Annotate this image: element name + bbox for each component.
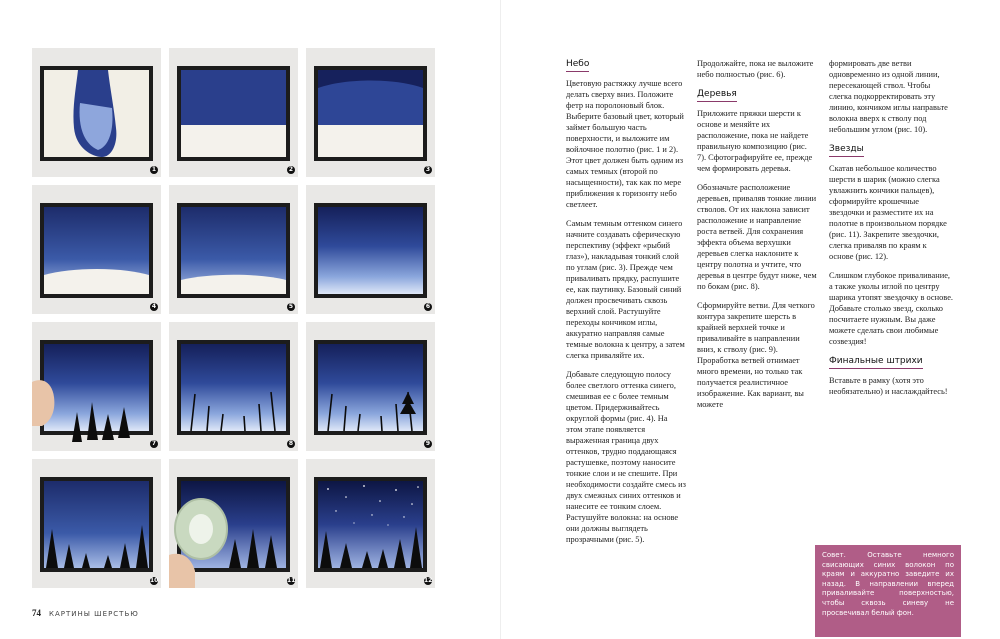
step-photo-7 <box>32 322 161 451</box>
paragraph: формировать две ветви одновременно из одной линии, пересекающей ствол. Чтобы слегка подкорректировать эту линию, кончиком иглы направьте волокна вверх к стволу под небольшим углом (рис. 10). <box>829 59 948 134</box>
paragraph: Добавьте следующую полосу более светлого оттенка синего, смешивая ее с более темным цветом. Придерживайтесь округлой формы (рис. 4). На этом этапе появляется выраженная граница двух оттенков, трудно поддающаяся растушевке, поэтому наносите тонкие слои и не спешите. При необходимости создайте смесь из двух смежных синих оттенков и нанесите ее тонким слоем. Растушуйте волокна: на основе они должны выглядеть прозрачными (рис. 5). <box>566 370 686 544</box>
step-photo-8 <box>169 322 298 451</box>
step-number: 3 <box>425 166 431 173</box>
step-photo-1 <box>32 48 161 177</box>
step-photo-9 <box>306 322 435 451</box>
section-heading-stars: Звезды <box>829 144 864 157</box>
step-number: 8 <box>288 440 294 447</box>
step-number: 10 <box>150 577 159 584</box>
tip-box: Совет. Оставьте немного свисающих синих волокон по краям и аккуратно заведите их назад. В направлении вперед приваливайте поверхностью, чтобы сквозь синеву не просвечивал белый фон. <box>815 545 961 637</box>
step-number: 2 <box>288 166 294 173</box>
step-photo-10 <box>32 459 161 588</box>
section-heading-sky: Небо <box>566 59 589 72</box>
page-number: 74 <box>32 608 41 618</box>
step-number: 5 <box>288 303 294 310</box>
paragraph: Продолжайте, пока не выложите небо полностью (рис. 6). <box>697 59 814 79</box>
paragraph: Обозначьте расположение деревьев, приваляв тонкие линии стволов. От их наклона зависит расположение и направление роста ветвей. Для сохранения эффекта объема верхушки деревьев слегка наклоните к центру полотна и учтите, что деревья в центре будут ниже, чем по бокам (рис. 8). <box>697 183 817 291</box>
text-column-2 <box>697 58 817 418</box>
step-photo-4 <box>32 185 161 314</box>
step-number: 6 <box>425 303 431 310</box>
step-number: 7 <box>151 440 157 447</box>
step-number: 4 <box>151 303 157 310</box>
section-heading-trees: Деревья <box>697 89 737 102</box>
paragraph: Самым темным оттенком синего начните создавать сферическую перспективу (эффект «рыбий глаз»), накладывая тонкий слой по углам (рис. 3). Прежде чем приваливать прядку, распушите ее, как паутинку. Базовый синий должен просвечивать сквозь верхний слой. Растушуйте переходы кончиком иглы, аккуратно направляя самые темные волокна к центру, а затем слегка приваляйте их. <box>566 219 685 360</box>
running-title: КАРТИНЫ ШЕРСТЬЮ <box>49 610 139 618</box>
step-photo-2 <box>169 48 298 177</box>
step-photo-6 <box>306 185 435 314</box>
text-column-1 <box>566 58 686 553</box>
section-heading-final-touches: Финальные штрихи <box>829 356 923 369</box>
page-footer <box>32 608 139 618</box>
step-photo-5 <box>169 185 298 314</box>
page-gutter <box>500 0 501 639</box>
step-photo-11 <box>169 459 298 588</box>
paragraph: Скатав небольшое количество шерсти в шарик (можно слегка увлажнить кончики пальцев), сформируйте крошечные звездочки и разместите их на полотне в произвольном порядке (рис. 11). Закрепите звездочки, слегка приваляв по краям к основе (рис. 12). <box>829 164 947 261</box>
step-number: 9 <box>425 440 431 447</box>
paragraph: Приложите пряжки шерсти к основе и меняйте их расположение, пока не найдете правильную композицию (рис. 7). Сфотографируйте ее, прежде чем формировать деревья. <box>697 109 813 173</box>
step-number: 1 <box>151 166 157 173</box>
paragraph: Вставьте в рамку (хотя это необязательно) и наслаждайтесь! <box>829 376 948 396</box>
paragraph: Сформируйте ветви. Для четкого контура закрепите шерсть в крайней верхней точке и приваливайте в направлении вниз, к стволу (рис. 9). Проработка ветвей отнимает много времени, но только так получается реалистичное изображение. Как вариант, вы можете <box>697 301 815 409</box>
step-photo-12 <box>306 459 435 588</box>
step-photo-3 <box>306 48 435 177</box>
step-number: 12 <box>424 577 433 584</box>
text-column-3 <box>829 58 953 405</box>
paragraph: Цветовую растяжку лучше всего делать сверху вниз. Положите фетр на поролоновый блок. Выберите базовый цвет, который займет большую часть поверхности, и выложите им войлочное полотно (рис. 1 и 2). Этот цвет должен быть одним из самых темных (второй по насыщенности), так как по мере приближения к горизонту небо светлеет. <box>566 79 684 209</box>
step-number: 11 <box>287 577 296 584</box>
paragraph: Слишком глубокое приваливание, а также уколы иглой по центру шарика утопят звездочку в основе. Добавьте столько звезд, сколько посчитаете нужным. Вы даже можете сделать свои любимые созвездия! <box>829 271 954 346</box>
